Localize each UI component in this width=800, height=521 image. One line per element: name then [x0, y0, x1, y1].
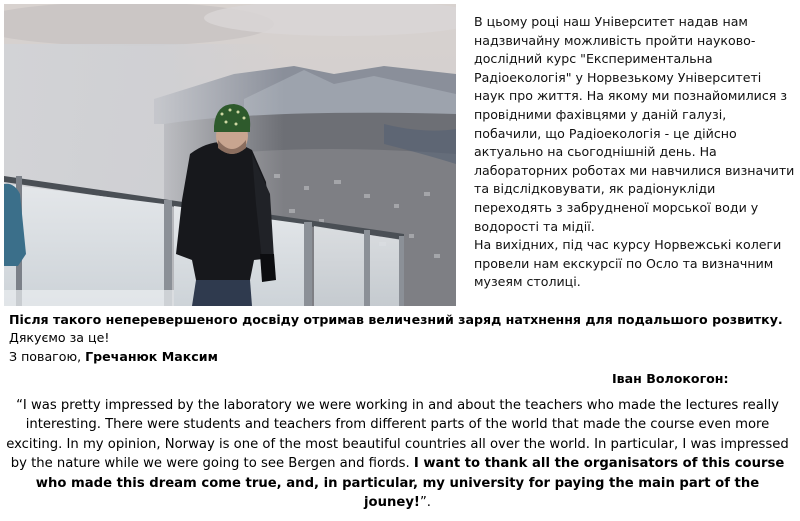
quote-ending: ”.	[419, 495, 431, 511]
story-paragraph-1: В цьому році наш Університет надав нам надзвичайну можливість пройти науково-дослідний курс "Експериментальна Радіоекологія" у Норвезькому Університеті наук про життя. На якому ми познайомилися з провідними фахівцями у даній галузі, побачили, що Радіоекологія - це дійсно актуально на сьогоднішній день. На лабораторних роботах ми навчилися визначити та відслідковувати, як радіонукліди переходять з забрудненої морської води у водорості та мідії.	[474, 14, 795, 234]
signature-line	[9, 348, 218, 366]
regards-name: Гречанюк Максим	[85, 349, 218, 364]
quote-text: “I was pretty impressed by the laboratory we were working in and about the teachers who made the lectures really interesting. There were students and teachers from different parts of the world that made the course even more exciting. In my opinion, Norway is one of the most beautiful countries all over the world. In particular, I was impressed by the nature while we were going to see Bergen and fiords.	[6, 398, 789, 472]
closing-statement	[9, 311, 789, 347]
story-paragraph-2: На вихідних, під час курсу Норвежські колеги провели нам екскурсії по Осло та визначним музеям столиці.	[474, 237, 782, 290]
regards-prefix: З повагою,	[9, 349, 86, 364]
photo-person-on-observation-deck-icon	[4, 4, 456, 306]
closing-thanks-text: Дякуємо за це!	[9, 330, 110, 345]
quote-bold-part: I want to thank all the organisators of this course who made this dream come true, and, in particular, my university for paying the main part of the jouney!	[35, 456, 785, 511]
observation-deck-photo	[4, 4, 456, 306]
quote-author: Іван Волокогон:	[612, 371, 729, 386]
english-quote	[6, 396, 789, 512]
ukrainian-story-column	[474, 13, 796, 292]
closing-bold-text: Після такого неперевершеного досвіду отримав величезний заряд натхнення для подальшого розвитку.	[9, 312, 783, 327]
